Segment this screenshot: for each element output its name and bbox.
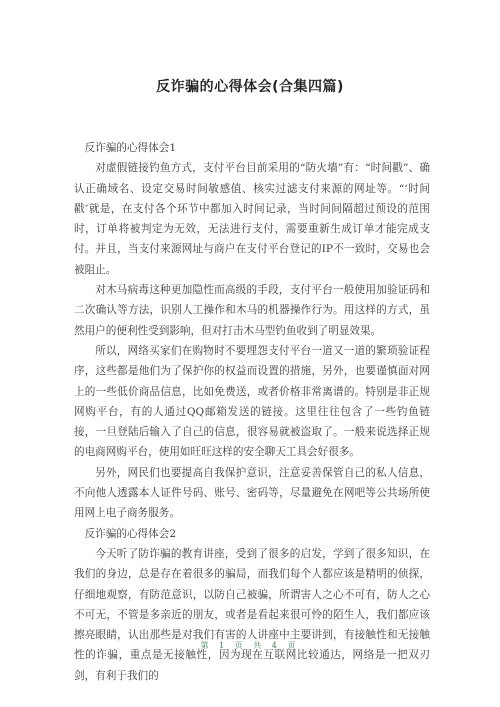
paragraph: 所以，网络买家们在购物时不要埋怨支付平台一道又一道的繁琐验证程序，这些都是他们为了保护你的权益而设置的措施，另外，也要谨慎面对网上的一些低价商品信息，比如免费送，或者价格非常离谱的。特别是非正规网购平台，有的人通过QQ邮箱发送的链接。这里往往包含了一些钓鱼链接，一旦登陆后输入了自己的信息，很容易就被盗取了。一般来说选择正规的电商网购平台，使用如旺旺这样的安全聊天工具会好很多。 [74,344,430,459]
paragraph: 对木马病毒这种更加隐性而高级的手段，支付平台一般使用加验证码和二次确认等方法，识别人工操作和木马的机器操作行为。用这样的方式，虽然用户的便利性受到影响，但对打击木马型钓鱼收到了明显效果。 [74,284,430,337]
paragraph: 今天听了防诈骗的教育讲座，受到了很多的启发，学到了很多知识，在我们的身边，总是存在着很多的骗局，而我们每个人都应该是精明的侦探，仔细地观察，有防范意识，以防自己被骗，所谓害人之心不可有，防人之心不可无，不管是多亲近的朋友，或者是看起来很可怜的陌生人，我们都应该擦亮眼睛，认出那些是对我们有害的人讲座中主要讲到，有接触性和无接触性的诈骗，重点是无接触性，因为现在互联网比较通达，网络是一把双刃剑，有利于我们的 [74,547,430,682]
document-title: 反诈骗的心得体会(合集四篇) [156,79,344,95]
page-number-footer: 第 1 页 共 4 页 [200,641,300,650]
paragraph: 另外，网民们也要提高自我保护意识，注意妥善保管自己的私人信息，不向他人透露本人证件号码、账号、密码等，尽量避免在网吧等公共场所使用网上电子商务服务。 [74,466,430,520]
section-heading: 反诈骗的心得体会1 [84,142,177,154]
paragraph: 对虚假链接钓鱼方式，支付平台目前采用的“防火墙”有：“时间戳”、确认正确域名、设定交易时间敏感值、核实过滤支付来源的网址等。“‘时间戳’就是，在支付各个环节中都加入时间记录，当时间间隔超过预设的范围时，订单将被判定为无效，无法进行支付，需要重新生成订单才能完成支付。并且，当支付来源网址与商户在支付平台登记的IP不一致时，交易也会被阻止。 [74,162,430,276]
document-body [74,138,430,686]
section-heading: 反诈骗的心得体会2 [84,527,177,540]
